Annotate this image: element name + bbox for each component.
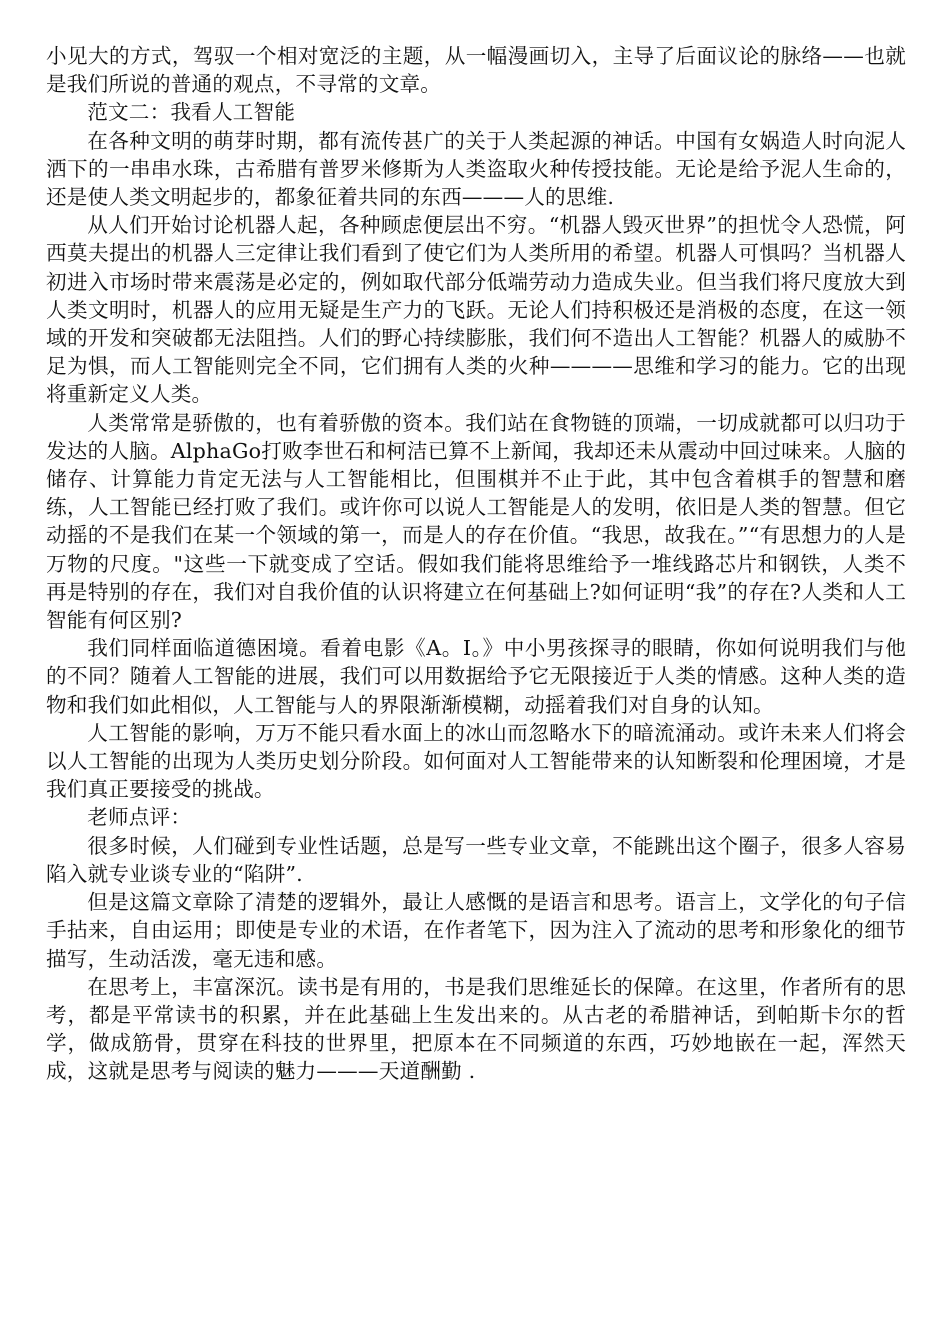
comment-paragraph: 但是这篇文章除了清楚的逻辑外，最让人感慨的是语言和思考。语言上，文学化的句子信手拈来，自由运用；即使是专业的术语，在作者笔下，因为注入了流动的思考和形象化的细节描写，生动活泼，毫无违和感。 bbox=[46, 890, 906, 971]
comment-paragraph: 很多时候，人们碰到专业性话题，总是写一些专业文章，不能跳出这个圈子，很多人容易陷入就专业谈专业的“陷阱”. bbox=[46, 833, 906, 886]
essay-paragraph: 人类常常是骄傲的，也有着骄傲的资本。我们站在食物链的顶端，一切成就都可以归功于发达的人脑。AlphaGo打败李世石和柯洁已算不上新闻，我却还未从震动中回过味来。人脑的储存、计算能力肯定无法与人工智能相比，但围棋并不止于此，其中包含着棋手的智慧和磨练，人工智能已经打败了我们。或许你可以说人工智能是人的发明，依旧是人类的智慧。但它动摇的不是我们在某一个领域的第一，而是人的存在价值。“我思，故我在。”“有思想力的人是万物的尺度。"这些一下就变成了空话。假如我们能将思维给予一堆线路芯片和钢铁，人类不再是特别的存在，我们对自我价值的认识将建立在何基础上?如何证明“我”的存在?人类和人工智能有何区别? bbox=[46, 410, 906, 633]
comment-paragraph: 在思考上，丰富深沉。读书是有用的，书是我们思维延长的保障。在这里，作者所有的思考，都是平常读书的积累，并在此基础上生发出来的。从古老的希腊神话，到帕斯卡尔的哲学，做成筋骨，贯穿在科技的世界里，把原本在不同频道的东西，巧妙地嵌在一起，浑然天成，这就是思考与阅读的魅力———天道酬勤 . bbox=[46, 974, 906, 1084]
comment-title: 老师点评： bbox=[87, 805, 192, 830]
essay-paragraph: 在各种文明的萌芽时期，都有流传甚广的关于人类起源的神话。中国有女娲造人时向泥人洒下的一串串水珠，古希腊有普罗米修斯为人类盗取火种传授技能。无论是给予泥人生命的，还是使人类文明起步的，都象征着共同的东西———人的思维. bbox=[46, 128, 906, 210]
essay-title: 范文二：我看人工智能 bbox=[87, 100, 296, 125]
essay-paragraph: 从人们开始讨论机器人起，各种顾虑便层出不穷。“机器人毁灭世界”的担忧令人恐慌，阿西莫夫提出的机器人三定律让我们看到了使它们为人类所用的希望。机器人可惧吗？当机器人初进入市场时带来震荡是必定的，例如取代部分低端劳动力造成失业。但当我们将尺度放大到人类文明时，机器人的应用无疑是生产力的飞跃。无论人们持积极还是消极的态度，在这一领域的开发和突破都无法阻挡。人们的野心持续膨胀，我们何不造出人工智能？机器人的威胁不足为惧，而人工智能则完全不同，它们拥有人类的火种————思维和学习的能力。它的出现将重新定义人类。 bbox=[46, 213, 906, 407]
essay-paragraph: 人工智能的影响，万万不能只看水面上的冰山而忽略水下的暗流涌动。或许未来人们将会以人工智能的出现为人类历史划分阶段。如何面对人工智能带来的认知断裂和伦理困境，才是我们真正要接受的挑战。 bbox=[46, 720, 906, 802]
document-body bbox=[46, 42, 906, 1086]
essay-paragraph: 我们同样面临道德困境。看着电影《A。I。》中小男孩探寻的眼睛，你如何说明我们与他的不同？随着人工智能的进展，我们可以用数据给予它无限接近于人类的情感。这种人类的造物和我们如此相似，人工智能与人的界限渐渐模糊，动摇着我们对自身的认知。 bbox=[46, 636, 906, 717]
intro-paragraph: 小见大的方式，驾驭一个相对宽泛的主题，从一幅漫画切入，主导了后面议论的脉络——也就是我们所说的普通的观点，不寻常的文章。 bbox=[46, 44, 906, 97]
